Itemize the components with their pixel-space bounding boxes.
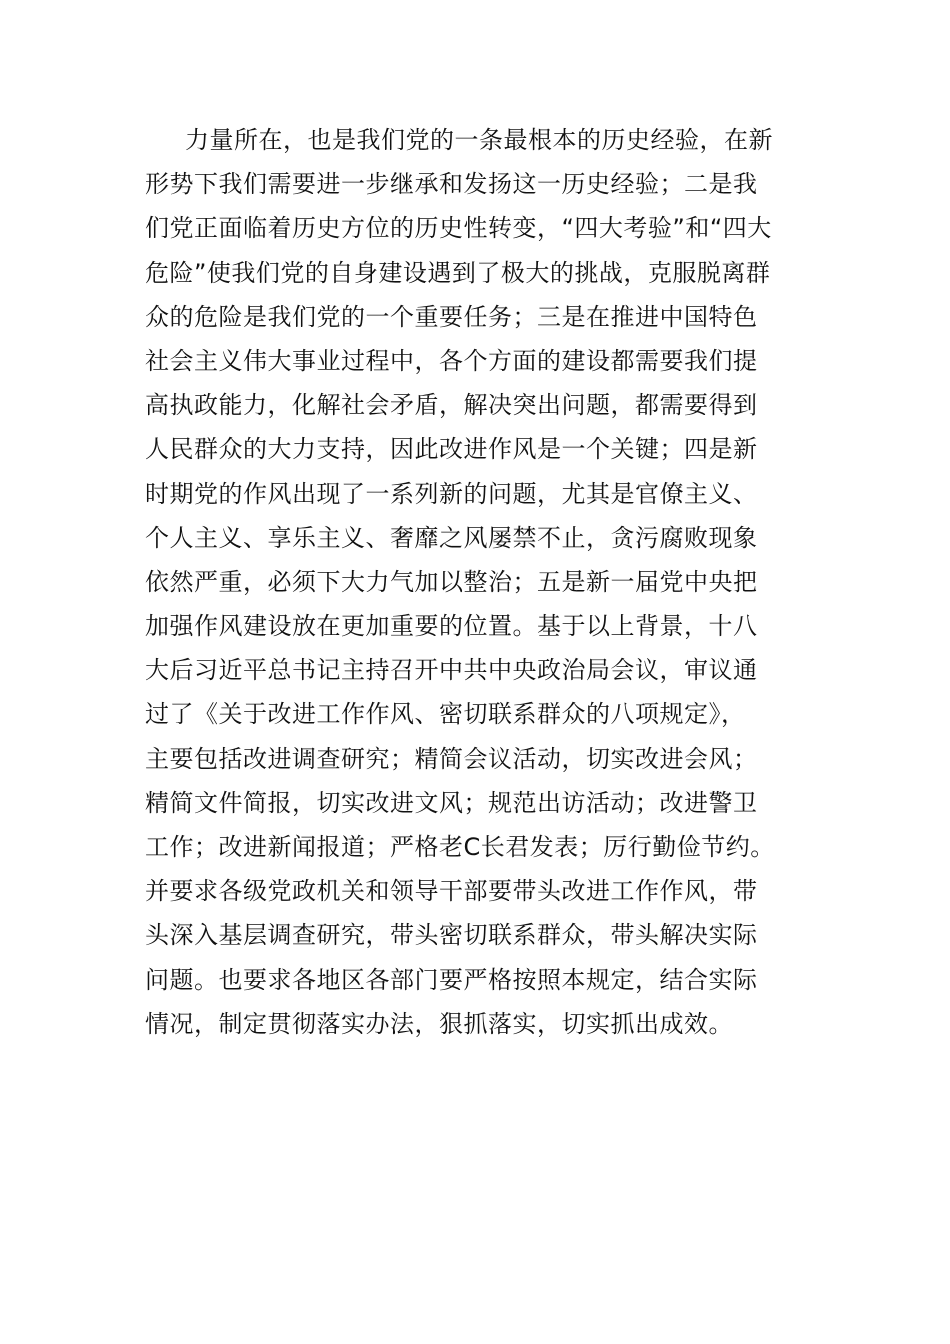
paragraph-line: 们党正面临着历史方位的历史性转变，“四大考验”和“四大 [145, 214, 772, 243]
paragraph-line: 主要包括改进调查研究；精简会议活动，切实改进会风； [145, 744, 758, 773]
paragraph-line: 高执政能力，化解社会矛盾，解决突出问题，都需要得到 [145, 391, 758, 420]
paragraph-line: 问题。也要求各地区各部门要严格按照本规定，结合实际 [145, 965, 758, 994]
paragraph-line: 工作；改进新闻报道；严格老C长君发表；厉行勤俭节约。 [145, 833, 775, 861]
body-paragraph [145, 118, 815, 1046]
paragraph-line: 加强作风建设放在更加重要的位置。基于以上背景，十八 [145, 612, 758, 641]
paragraph-line: 危险”使我们党的自身建设遇到了极大的挑战，克服脱离群 [145, 258, 771, 287]
paragraph-line: 头深入基层调查研究，带头密切联系群众，带头解决实际 [145, 921, 758, 950]
paragraph-line: 过了《关于改进工作作风、密切联系群众的八项规定》， [145, 700, 746, 729]
paragraph-line: 情况，制定贯彻落实办法，狠抓落实，切实抓出成效。 [145, 1009, 733, 1038]
paragraph-line: 时期党的作风出现了一系列新的问题，尤其是官僚主义、 [145, 479, 758, 508]
paragraph-line: 力量所在，也是我们党的一条最根本的历史经验，在新 [185, 126, 773, 154]
paragraph-line: 人民群众的大力支持，因此改进作风是一个关键；四是新 [145, 435, 758, 464]
paragraph-line: 形势下我们需要进一步继承和发扬这一历史经验；二是我 [145, 170, 758, 199]
paragraph-line: 大后习近平总书记主持召开中共中央政治局会议，审议通 [145, 656, 758, 685]
paragraph-line: 精简文件简报，切实改进文风；规范出访活动；改进警卫 [145, 788, 758, 817]
paragraph-line: 并要求各级党政机关和领导干部要带头改进工作作风，带 [145, 877, 758, 906]
paragraph-line: 个人主义、享乐主义、奢靡之风屡禁不止，贪污腐败现象 [145, 523, 758, 552]
paragraph-line: 社会主义伟大事业过程中，各个方面的建设都需要我们提 [145, 346, 758, 375]
paragraph-line: 众的危险是我们党的一个重要任务；三是在推进中国特色 [145, 302, 758, 331]
paragraph-line: 依然严重，必须下大力气加以整治；五是新一届党中央把 [145, 567, 758, 596]
